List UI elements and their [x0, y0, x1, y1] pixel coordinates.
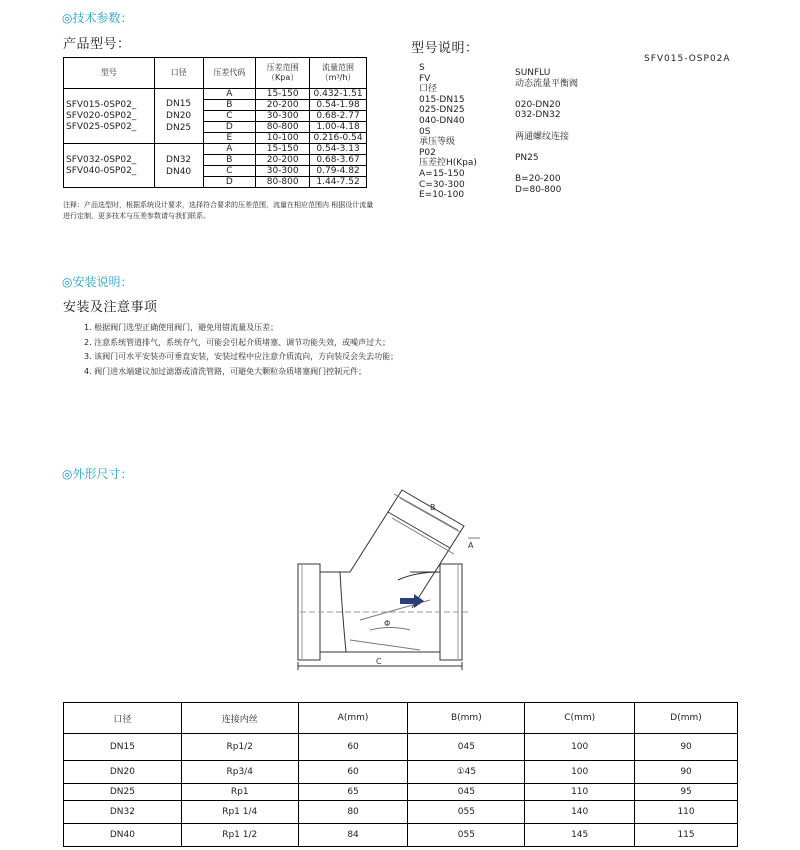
model-explain-right — [515, 68, 578, 195]
install-item: 3. 该阀门可水平安装亦可垂直安装，安装过程中应注意介质流向，方向装反会失去功能； — [84, 352, 399, 361]
section-title-dimensions: ◎外形尺寸： — [62, 467, 133, 481]
size-text: DN20 — [166, 111, 192, 121]
explain-item: 015-DN15 — [419, 94, 465, 105]
dp-code-cell: B — [203, 155, 256, 166]
explain-item: E=10-100 — [419, 190, 465, 201]
flow-range-cell: 1.00-4.18 — [310, 122, 367, 133]
flow-range-cell: 0.68-3.67 — [310, 155, 367, 166]
install-list — [84, 321, 398, 379]
model-example: SFV015-OSP02A — [644, 54, 731, 64]
dim-cell: 055 — [408, 824, 525, 847]
dim-cell: DN15 — [64, 734, 182, 761]
product-model-note: 注释：产品选型时，根据系统设计要求，选择符合要求的压差范围，流量在相应范围内 根据设计流量进行定制，更多技术与压差参数请与我们联系。 — [63, 201, 374, 220]
dp-range-cell: 80-800 — [256, 177, 310, 188]
valve-drawing — [280, 480, 490, 675]
size-text: DN40 — [166, 166, 192, 177]
table-row — [64, 824, 738, 847]
dim-cell: Rp1 — [181, 784, 298, 801]
dim-cell: 100 — [525, 761, 635, 784]
explain-item: C=30-300 — [419, 179, 465, 190]
label-b: B — [430, 503, 436, 512]
dp-range-cell: 15-150 — [256, 89, 310, 100]
section-title-tech: ◎技术参数： — [62, 11, 133, 25]
model-text: SFV020-0SP02_ — [66, 110, 137, 121]
dp-range-cell: 20-200 — [256, 100, 310, 111]
dim-cell: DN40 — [64, 824, 182, 847]
dp-code-cell: C — [203, 166, 256, 177]
explain-item: 0S — [419, 126, 431, 137]
model-text: SFV032-0SP02_ — [66, 154, 137, 165]
size-text: DN25 — [166, 123, 192, 133]
model-text: SFV040-0SP02_ — [66, 165, 137, 176]
dim-header-b: B(mm) — [408, 703, 525, 734]
explain-item: 025-DN25 — [419, 105, 465, 116]
dim-cell: 95 — [635, 784, 738, 801]
dim-cell: 60 — [298, 761, 408, 784]
dp-code-cell: D — [203, 177, 256, 188]
table-row — [64, 801, 738, 824]
header-flow-range: 流量范围 （m³/h） — [310, 58, 367, 89]
explain-item: 动态流量平衡阀 — [515, 78, 579, 89]
dp-code-cell: B — [203, 100, 256, 111]
size-group-1 — [154, 89, 203, 144]
dim-cell: Rp1 1/4 — [181, 801, 298, 824]
explain-item: 承压等级 — [419, 137, 456, 148]
flow-range-cell: 0.432-1.51 — [310, 89, 367, 100]
dim-cell: DN25 — [64, 784, 182, 801]
dp-code-cell: A — [203, 89, 256, 100]
dp-range-cell: 30-300 — [256, 111, 310, 122]
explain-item: S — [419, 63, 425, 73]
header-dp-code: 压差代码 — [203, 58, 256, 89]
dp-code-cell: A — [203, 144, 256, 155]
explain-item: PN25 — [515, 152, 539, 163]
dim-cell: 84 — [298, 824, 408, 847]
dim-cell: 90 — [635, 734, 738, 761]
model-group-2 — [64, 144, 155, 188]
explain-item: SUNFLU — [515, 68, 551, 78]
dim-header-size: 口径 — [64, 703, 182, 734]
dp-code-cell: D — [203, 122, 256, 133]
install-heading: 安装及注意事项 — [63, 300, 158, 315]
header-model: 型号 — [64, 58, 155, 89]
explain-item: 040-DN40 — [419, 115, 465, 126]
install-item: 1. 根据阀门选型正确使用阀门，避免用错流量及压差； — [84, 323, 279, 332]
flow-range-cell: 1.44-7.52 — [310, 177, 367, 188]
explain-item: D=80-800 — [515, 184, 562, 195]
flow-range-cell: 0.54-3.13 — [310, 144, 367, 155]
size-group-2 — [154, 144, 203, 188]
table-row — [64, 761, 738, 784]
dim-cell: 045 — [408, 734, 525, 761]
model-text: SFV025-0SP02_ — [66, 121, 137, 132]
dim-cell: 80 — [298, 801, 408, 824]
flow-range-cell: 0.79-4.82 — [310, 166, 367, 177]
size-text: DN15 — [166, 99, 192, 109]
explain-item: 压差控H(Kpa) — [419, 158, 477, 169]
header-size: 口径 — [154, 58, 203, 89]
dim-cell: 100 — [525, 734, 635, 761]
dp-range-cell: 15-150 — [256, 144, 310, 155]
dim-cell: 145 — [525, 824, 635, 847]
explain-item: 口径 — [419, 84, 438, 95]
dimensions-table — [63, 702, 738, 847]
dp-code-cell: E — [203, 133, 256, 144]
size-text: DN32 — [166, 154, 192, 165]
explain-item — [515, 121, 578, 132]
explain-item: A=15-150 — [419, 168, 465, 179]
explain-item — [515, 163, 578, 174]
dp-range-cell: 10-100 — [256, 133, 310, 144]
install-item: 4. 阀门进水端建议加过滤器或清洗管路，可避免大颗粒杂质堵塞阀门控制元件； — [84, 366, 367, 376]
dim-cell: 115 — [635, 824, 738, 847]
explain-item: B=20-200 — [515, 173, 561, 184]
dim-header-a: A(mm) — [298, 703, 408, 734]
dim-cell: 110 — [525, 784, 635, 801]
dim-header-thread: 连接内丝 — [181, 703, 298, 734]
dim-cell: Rp1/2 — [181, 734, 298, 761]
valve-bonnet — [350, 512, 450, 608]
dim-cell: 045 — [408, 784, 525, 801]
model-explain-heading: 型号说明： — [411, 41, 479, 56]
dim-cell: DN32 — [64, 801, 182, 824]
dim-cell: Rp1 1/2 — [181, 824, 298, 847]
dim-cell: ①45 — [408, 761, 525, 784]
explain-item: P02 — [419, 147, 436, 158]
product-model-table — [63, 57, 367, 188]
flow-range-cell: 0.68-2.77 — [310, 111, 367, 122]
dim-cell: 055 — [408, 801, 525, 824]
dp-range-cell: 20-200 — [256, 155, 310, 166]
dp-code-cell: C — [203, 111, 256, 122]
dim-header-c: C(mm) — [525, 703, 635, 734]
model-text: SFV015-0SP02_ — [66, 99, 137, 110]
dim-cell: 90 — [635, 761, 738, 784]
explain-item: 两通螺纹连接 — [515, 131, 570, 142]
explain-item: 032-DN32 — [515, 110, 561, 121]
install-item: 2. 注意系统管道排气，系统存气，可能会引起介质堵塞、调节功能失效，或噪声过大； — [84, 337, 391, 347]
dim-cell: 65 — [298, 784, 408, 801]
section-title-install: ◎安装说明： — [62, 275, 133, 289]
model-explain-left — [419, 63, 477, 201]
label-c: C — [376, 657, 382, 666]
explain-item — [515, 89, 578, 100]
explain-item: FV — [419, 73, 431, 84]
product-model-heading: 产品型号： — [63, 37, 131, 52]
dp-range-cell: 30-300 — [256, 166, 310, 177]
dim-header-d: D(mm) — [635, 703, 738, 734]
model-group-1 — [64, 89, 155, 144]
dim-cell: 60 — [298, 734, 408, 761]
explain-item: 020-DN20 — [515, 99, 561, 110]
header-dp-range: 压差范围 （Kpa） — [256, 58, 310, 89]
explain-item — [515, 142, 578, 153]
label-phi: Φ — [384, 619, 391, 628]
dim-cell: 140 — [525, 801, 635, 824]
flow-range-cell: 0.54-1.98 — [310, 100, 367, 111]
table-row — [64, 734, 738, 761]
table-row — [64, 784, 738, 801]
dim-cell: Rp3/4 — [181, 761, 298, 784]
flow-arrow-icon — [400, 594, 424, 608]
dim-cell: 110 — [635, 801, 738, 824]
dim-cell: DN20 — [64, 761, 182, 784]
flow-range-cell: 0.216-0.54 — [310, 133, 367, 144]
label-a: A — [468, 541, 474, 550]
dp-range-cell: 80-800 — [256, 122, 310, 133]
